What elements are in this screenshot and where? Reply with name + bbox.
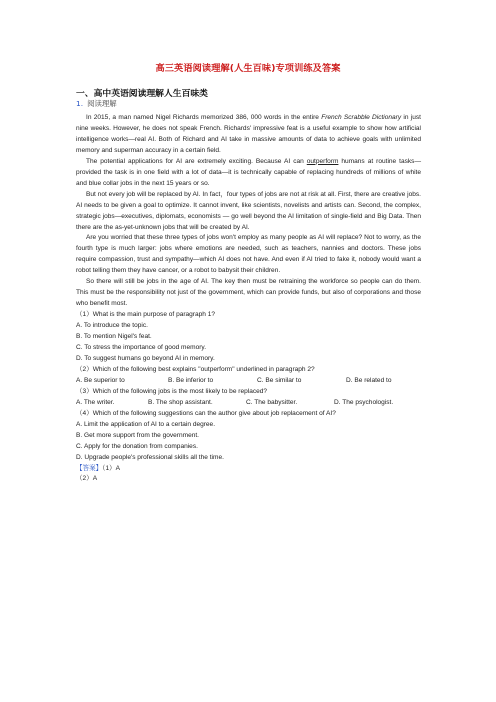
question-2-option-c: C. Be similar to bbox=[257, 376, 302, 384]
question-1-option-a: A. To introduce the topic. bbox=[76, 322, 148, 330]
paragraph-1-text-b: in just nine weeks. However, he does not speak French. Richards' impressive feat is a useful example to show how artificial intelligence works—real AI. Both of Richard and AI take in massive amounts of data to achieve goals with unlimited memory and superman accuracy in a certain field. bbox=[76, 114, 421, 154]
paragraph-2 bbox=[76, 157, 421, 190]
paragraph-3: But not every job will be replaced by AI. In fact，four types of jobs are not at risk at all. First, there are creative jobs. AI needs to be given a goal to optimize. It cannot invent, like scientists, novelists and artists can. Second, the complex, strategic jobs—executives, diplomats, economists — go well beyond the AI limitation of single-field and Big Data. Then there are the as-yet-unknown jobs that will be created by AI. bbox=[76, 190, 421, 231]
paragraph-2-text-a: The potential applications for AI are extremely exciting. Because AI can bbox=[86, 157, 307, 165]
question-4-option-c: C. Apply for the donation from companies. bbox=[76, 442, 198, 450]
book-title-italic: French Scrabble Dictionary bbox=[321, 114, 402, 121]
question-1-option-b: B. To mention Nigel's feat. bbox=[76, 333, 152, 341]
question-1: （1）What is the main purpose of paragraph 1? bbox=[76, 311, 216, 319]
section-heading: 一、高中英语阅读理解人生百味类 bbox=[76, 89, 208, 99]
question-2-option-a: A. Be superior to bbox=[76, 376, 125, 384]
paragraph-4: Are you worried that these three types of jobs won't employ as many people as AI will replace? Not to worry, as the fourth type is much larger: jobs where emotions are needed, such as teachers, nannies and doctors. These jobs require compassion, trust and sympathy—which AI does not have. And even if AI tried to fake it, nobody would want a robot telling them they have cancer, or a robot to babysit their children. bbox=[76, 234, 421, 275]
question-4-option-d: D. Upgrade people's professional skills all the time. bbox=[76, 453, 224, 461]
answer-1: （1）A bbox=[102, 464, 121, 472]
question-1-option-c: C. To stress the importance of good memory. bbox=[76, 344, 207, 352]
question-3-option-a: A. The writer. bbox=[76, 398, 115, 406]
document-title: 高三英语阅读理解(人生百味)专项训练及答案 bbox=[155, 63, 341, 74]
question-3: （3）Which of the following jobs is the most likely to be replaced? bbox=[76, 387, 268, 395]
question-1-option-d: D. To suggest humans go beyond AI in memory. bbox=[76, 354, 215, 362]
paragraph-1 bbox=[76, 113, 421, 157]
question-3-option-c: C. The babysitter. bbox=[246, 398, 298, 406]
paragraph-1-text-a: In 2015, a man named Nigel Richards memorized 386, 000 words in the entire bbox=[86, 114, 322, 121]
item-label: 阅读理解 bbox=[87, 99, 117, 108]
question-2: （2）Which of the following best explains "outperform" underlined in paragraph 2? bbox=[76, 365, 315, 373]
item-heading bbox=[76, 98, 117, 109]
question-3-options bbox=[76, 398, 421, 409]
question-2-options bbox=[76, 376, 421, 387]
answer-line-2: （2）A bbox=[76, 475, 98, 483]
paragraph-2-text-b: humans at routine tasks—provided the task is in one field with a lot of data—it is technically capable of replacing hundreds of millions of white and blue collar jobs in the next 15 years or so. bbox=[76, 157, 422, 187]
question-4: （4）Which of the following suggestions can the author give about job replacement of AI? bbox=[76, 409, 336, 417]
question-3-option-b: B. The shop assistant. bbox=[148, 398, 213, 406]
question-4-option-b: B. Get more support from the government. bbox=[76, 431, 199, 439]
question-3-option-d: D. The psychologist. bbox=[334, 398, 394, 406]
answer-line-1 bbox=[76, 464, 421, 475]
underlined-word: outperform bbox=[306, 157, 339, 165]
paragraph-5: So there will still be jobs in the age of AI. The key then must be retraining the workforce so people can do them. This must be the responsibility not just of the government, which can provide funds, but also of corporations and those who benefit most. bbox=[76, 278, 421, 308]
item-number: 1. bbox=[76, 99, 84, 108]
question-4-option-a: A. Limit the application of AI to a certain degree. bbox=[76, 420, 216, 428]
answer-label: 【答案】 bbox=[76, 464, 103, 472]
question-2-option-b: B. Be inferior to bbox=[168, 376, 214, 384]
question-2-option-d: D. Be related to bbox=[346, 376, 392, 384]
passage-body bbox=[76, 113, 421, 485]
